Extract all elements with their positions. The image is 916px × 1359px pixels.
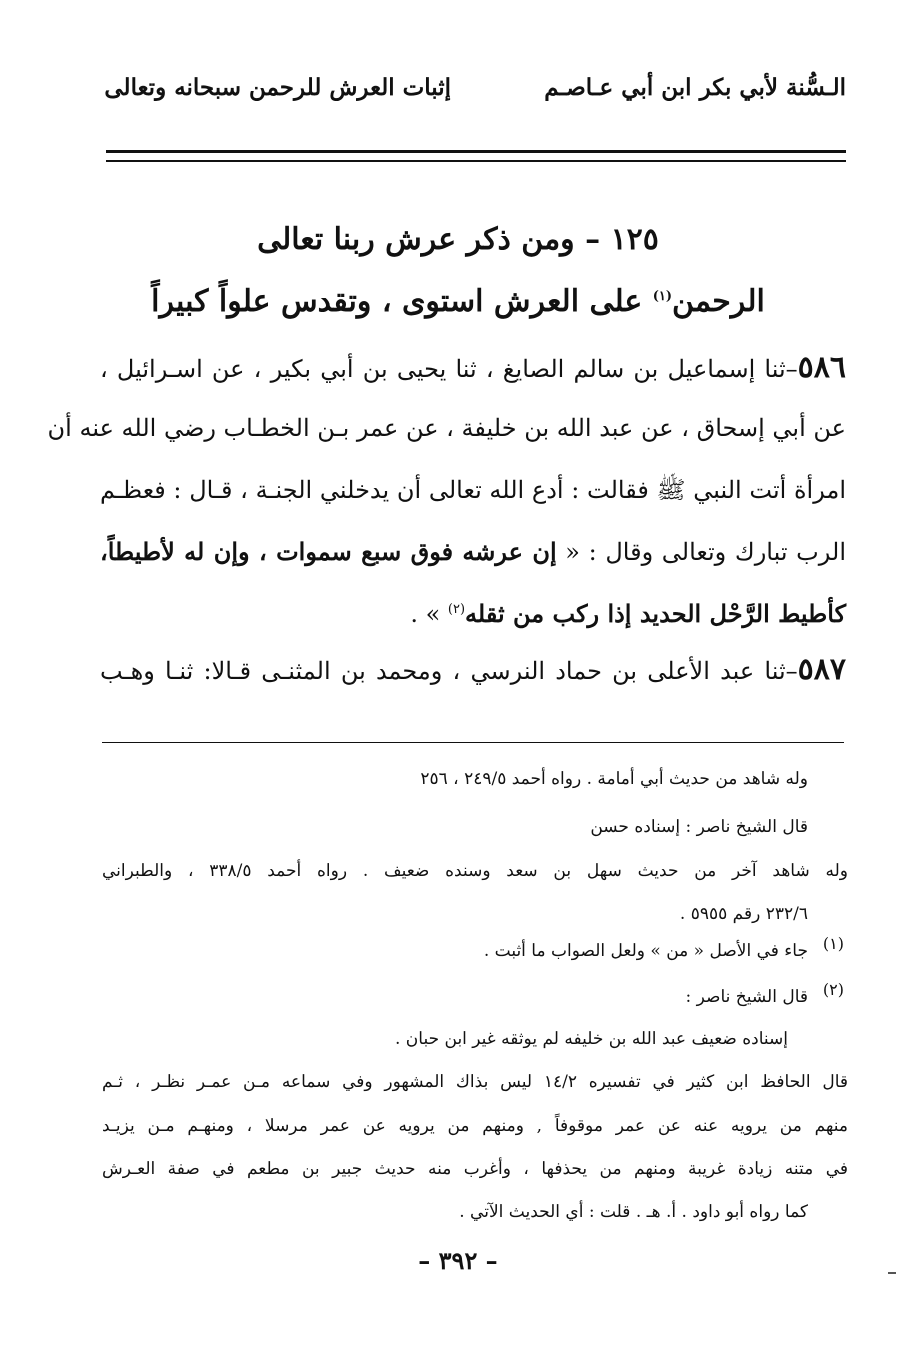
subtitle-part-1: الرحمن bbox=[672, 284, 765, 319]
hadith-586-text-1: –ثنا إسماعيل بن سالم الصايغ ، ثنا يحيى بن أبي بكير ، عن اسـرائيل ، bbox=[100, 355, 798, 383]
footnote-line: في متنه زيادة غريبة ومنهم من يحذفها ، وأغرب منه حديث جبير بن مطعم في صفة العـرش bbox=[102, 1159, 848, 1179]
running-header-chapter: إثبات العرش للرحمن سبحانه وتعالى bbox=[104, 74, 451, 101]
scan-artifact bbox=[888, 1272, 896, 1274]
hadith-587-line-1 bbox=[100, 650, 846, 691]
hadith-586-line-4-a: الرب تبارك وتعالى وقال : « bbox=[556, 538, 846, 566]
hadith-586-quote-2: كأطيط الرَّحْل الحديد إذا ركب من ثقله bbox=[465, 599, 846, 628]
footnote-line: وله شاهد من حديث أبي أمامة . رواه أحمد ٢٤٩/٥ ، ٢٥٦ bbox=[420, 769, 808, 789]
footnote-line: قال الحافظ ابن كثير في تفسيره ١٤/٢ ليس بذاك المشهور وفي سماعه مـن عمـر نظـر ، ثـم bbox=[102, 1072, 848, 1092]
footnote-line: إسناده ضعيف عبد الله بن خليفه لم يوثقه غير ابن حبان . bbox=[394, 1029, 788, 1049]
hadith-586-line-5 bbox=[100, 590, 846, 634]
footnote-marker-1: (١) bbox=[822, 934, 844, 953]
page-number: – ٣٩٢ – bbox=[418, 1246, 498, 1275]
footnote-ref-1: (١) bbox=[652, 289, 673, 304]
footnote-separator bbox=[102, 742, 844, 743]
footnote-line: وله شاهد آخر من حديث سهل بن سعد وسنده ضعيف . رواه أحمد ٣٣٨/٥ ، والطبراني bbox=[102, 861, 848, 881]
section-title: ١٢٥ – ومن ذكر عرش ربنا تعالى bbox=[257, 222, 659, 257]
footnote-line: كما رواه أبو داود . أ. هـ . قلت : أي الحديث الآتي . bbox=[459, 1202, 808, 1222]
footnote-line: ٢٣٢/٦ رقم ٥٩٥٥ . bbox=[679, 904, 808, 924]
hadith-587-text-1: –ثنا عبد الأعلى بن حماد النرسي ، ومحمد بن المثنـى قـالا: ثنـا وهـب bbox=[100, 657, 798, 685]
footnote-1-text: جاء في الأصل « من » ولعل الصواب ما أثبت . bbox=[483, 941, 808, 961]
hadith-number-587: ٥٨٧ bbox=[797, 652, 846, 687]
hadith-586-line-5-end: » . bbox=[410, 600, 448, 628]
hadith-586-line-1 bbox=[100, 348, 846, 389]
hadith-number-586: ٥٨٦ bbox=[797, 350, 846, 385]
hadith-586-line-4 bbox=[100, 532, 846, 572]
section-subtitle bbox=[0, 284, 916, 319]
subtitle-part-2: على العرش استوى ، وتقدس علواً كبيراً bbox=[151, 284, 653, 319]
running-header-book-title: الـسُّنة لأبي بكر ابن أبي عـاصـم bbox=[544, 74, 846, 101]
footnote-line: منهم من يرويه عنه عن عمر موقوفاً , ومنهم من يرويه عن عمر مرسلا ، ومنهـم مـن يزيـد bbox=[102, 1116, 848, 1136]
footnote-ref-2: (٢) bbox=[447, 602, 466, 617]
footnote-2-text: قال الشيخ ناصر : bbox=[685, 987, 808, 1007]
hadith-586-quote-1: إن عرشه فوق سبع سموات ، وإن له لأطيطاً، bbox=[100, 537, 557, 566]
footnote-marker-2: (٢) bbox=[822, 980, 844, 999]
hadith-586-line-3: امرأة أتت النبي ﷺ فقالت : أدع الله تعالى أن يدخلني الجنـة ، قـال : فعظـم bbox=[100, 476, 846, 504]
hadith-586-line-2: عن أبي إسحاق ، عن عبد الله بن خليفة ، عن عمر بـن الخطـاب رضي الله عنه أن bbox=[47, 414, 846, 442]
header-rule-thick bbox=[106, 150, 846, 153]
footnote-line: قال الشيخ ناصر : إسناده حسن bbox=[590, 817, 808, 837]
header-rule-thin bbox=[106, 160, 846, 162]
